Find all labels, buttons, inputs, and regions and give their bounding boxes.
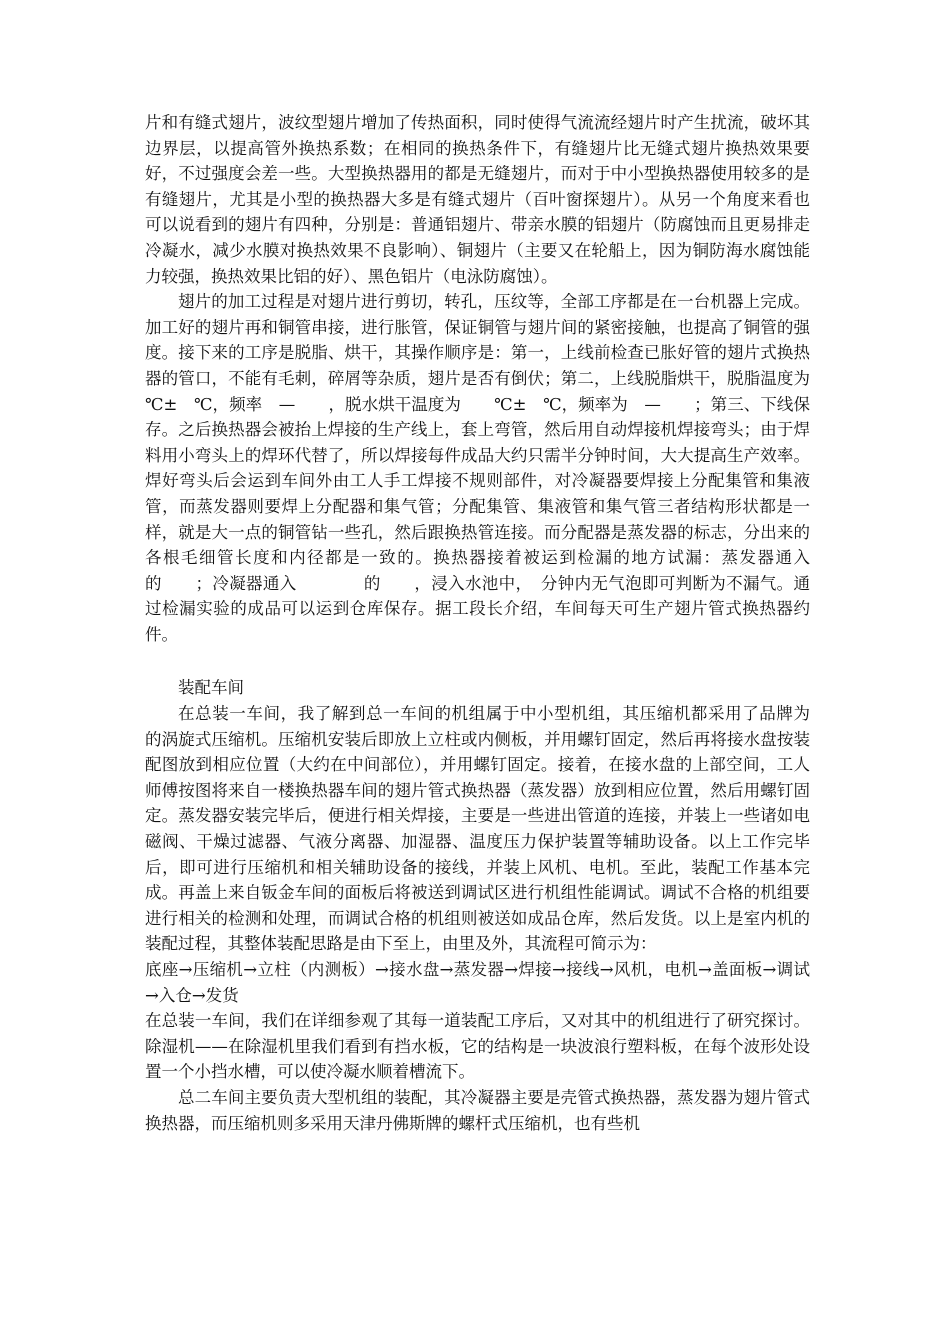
paragraph-assembly-flow: 底座→压缩机→立柱（内测板）→接水盘→蒸发器→焊接→接线→风机，电机→盖面板→调试→入仓→发货 [145,960,810,1005]
paragraph-fin-processing: 翅片的加工过程是对翅片进行剪切，转孔，压纹等，全部工序都是在一台机器上完成。加工好的翅片再和铜管串接，进行胀管，保证铜管与翅片间的紧密接触，也提高了铜管的强度。接下来的工序是脱脂、烘干，其操作顺序是：第一，上线前检查已胀好管的翅片式换热器的管口，不能有毛刺，碎屑等杂质，翅片是否有倒伏；第二，上线脱脂烘干，脱脂温度为 ℃± ℃，频率 — ，脱水烘干温度为 ℃± ℃，频率为 — ；第三、下线保存。之后换热器会被抬上焊接的生产线上，套上弯管，然后用自动焊接机焊接弯头；由于焊料用小弯头上的焊环代替了，所以焊接每件成品大约只需半分钟时间，大大提高生产效率。焊好弯头后会运到车间外由工人手工焊接不规则部件，对冷凝器要焊接上分配集管和集液管，而蒸发器则要焊上分配器和集气管；分配集管、集液管和集气管三者结构形状都是一样，就是大一点的铜管钻一些孔，然后跟换热管连接。而分配器是蒸发器的标志，分出来的各根毛细管长度和内径都是一致的。换热器接着被运到检漏的地方试漏：蒸发器通入 的 ；冷凝器通入 的 ，浸入水池中， 分钟内无气泡即可判断为不漏气。通过检漏实验的成品可以运到仓库保存。据工段长介绍，车间每天可生产翅片管式换热器约 件。 [145,292,876,644]
paragraph-dehumidifier: 在总装一车间，我们在详细参观了其每一道装配工序后，又对其中的机组进行了研究探讨。除湿机——在除湿机里我们看到有挡水板，它的结构是一块波浪行塑料板，在每个波形处设置一个小挡水槽，可以使冷凝水顺着槽流下。 [145,1011,810,1082]
document-page [145,110,893,1136]
section-gap [145,647,810,675]
paragraph-fin-types: 片和有缝式翅片，波纹型翅片增加了传热面积，同时使得气流流经翅片时产生扰流，破坏其边界层，以提高管外换热系数；在相同的换热条件下，有缝翅片比无缝式翅片换热效果要好，不过强度会差一些。大型换热器用的都是无缝翅片，而对于中小型换热器使用较多的是有缝翅片，尤其是小型的换热器大多是有缝式翅片（百叶窗探翅片）。从另一个角度来看也可以说看到的翅片有四种，分别是：普通铝翅片、带亲水膜的铝翅片（防腐蚀而且更易排走冷凝水，减少水膜对换热效果不良影响）、铜翅片（主要又在轮船上，因为铜防海水腐蚀能力较强，换热效果比铝的好）、黑色铝片（电泳防腐蚀）。 [145,113,810,286]
paragraph-assembly-workshop-2: 总二车间主要负责大型机组的装配，其冷凝器主要是壳管式换热器，蒸发器为翅片管式换热器，而压缩机则多采用天津丹佛斯牌的螺杆式压缩机，也有些机 [145,1087,810,1133]
section-heading: 装配车间 [178,678,244,698]
paragraph-assembly-workshop-1: 在总装一车间，我了解到总一车间的机组属于中小型机组，其压缩机都采用了品牌为 的涡旋式压缩机。压缩机安装后即放上立柱或内侧板，并用螺钉固定，然后再将接水盘按装配图放到相应位置（大约在中间部位），并用螺钉固定。接着，在接水盘的上部空间，工人师傅按图将来自一楼换热器车间的翅片管式换热器（蒸发器）放到相应位置，然后用螺钉固定。蒸发器安装完毕后，便进行相关焊接，主要是一些进出管道的连接，并装上一些诸如电磁阀、干燥过滤器、气液分离器、加湿器、温度压力保护装置等辅助设备。以上工作完毕后，即可进行压缩机和相关辅助设备的接线，并装上风机、电机。至此，装配工作基本完成。再盖上来自钣金车间的面板后将被送到调试区进行机组性能调试。调试不合格的机组要进行相关的检测和处理，而调试合格的机组则被送如成品仓库，然后发货。以上是室内机的装配过程，其整体装配思路是由下至上，由里及外，其流程可简示为： [145,704,893,954]
